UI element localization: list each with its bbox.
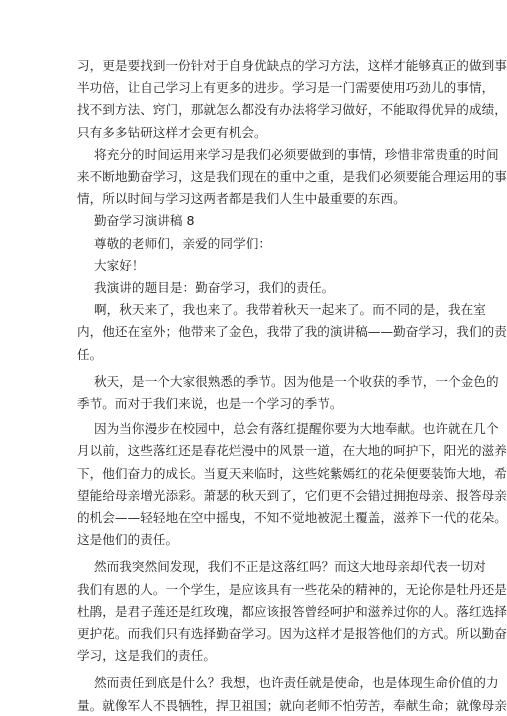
text-line: 的机会——轻轻地在空中摇曳，不知不觉地被泥土覆盖，滋养下一代的花朵。	[77, 510, 507, 525]
salutation: 尊敬的老师们，亲爱的同学们：	[94, 235, 272, 251]
text-line: 我们有恩的人。一个学生，是应该具有一些花朵的精神的，无论你是牡丹还是	[77, 581, 507, 597]
text-line: 找不到方法、窍门，那就怎么都没有办法将学习做好，不能取得优异的成绩，	[77, 102, 507, 118]
text-line: 半功倍，让自己学习上有更多的进步。学习是一门需要使用巧劲儿的事情，	[77, 80, 495, 96]
text-line: 学习，这是我们的责任。	[77, 648, 217, 664]
text-line: 将充分的时间运用来学习是我们必须要做到的事情，珍惜非常贵重的时间	[94, 146, 499, 162]
text-line: 杜鹃，是君子莲还是红玫瑰，都应该报答曾经呵护和滋养过你的人。落红选择	[77, 603, 507, 619]
text-line: 望能给母亲增光添彩。萧瑟的秋天到了，它们更不会错过拥抱母亲、报答母亲	[77, 487, 507, 503]
text-line: 月以前，这些落红还是春花烂漫中的风景一道，在大地的呵护下，阳光的滋养	[77, 443, 507, 459]
text-line: 来不断地勤奋学习，这是我们现在的重中之重，是我们必须要能合理运用的事	[77, 169, 507, 184]
greeting: 大家好！	[94, 257, 145, 273]
text-line: 季节。而对于我们来说，也是一个学习的季节。	[77, 396, 343, 411]
text-line: 这是他们的责任。	[77, 532, 179, 548]
text-line: 更护花。而我们只有选择勤奋学习。因为这样才是报答他们的方式。所以勤奋	[77, 626, 507, 641]
text-line: 下，他们奋力的成长。当夏天来临时，这些姹紫嫣红的花朵便要装饰大地，希	[77, 465, 507, 481]
text-line: 量。就像军人不畏牺牲，捍卫祖国；就向老师不怕劳苦，奉献生命；就像母亲	[77, 697, 507, 713]
document-heading: 勤奋学习演讲稿 8	[94, 213, 195, 229]
text-line: 秋天，是一个大家很熟悉的季节。因为他是一个收获的季节，一个金色的	[94, 373, 499, 389]
text-line: 情，所以时间与学习这两者都是我们人生中最重要的东西。	[77, 191, 406, 207]
text-line: 任。	[77, 346, 103, 362]
text-line: 啊，秋天来了，我也来了。我带着秋天一起来了。而不同的是，我在室	[94, 302, 486, 318]
text-line: 然而责任到底是什么？我想，也许责任就是使命，也是体现生命价值的力	[94, 675, 499, 691]
text-line: 习，更是要找到一份针对于自身优缺点的学习方法，这样才能够真正的做到事	[77, 58, 507, 73]
text-line: 因为当你漫步在校园中，总会有落红提醒你要为大地奉献。也许就在几个	[94, 421, 499, 437]
text-line: 然而我突然间发现，我们不正是这落红吗？而这大地母亲却代表一切对	[94, 559, 486, 575]
text-line: 只有多多钻研这样才会更有机会。	[77, 124, 267, 140]
text-line: 内，他还在室外；他带来了金色，我带了我的演讲稿——勤奋学习，我们的责	[77, 324, 507, 340]
text-line: 我演讲的题目是：勤奋学习，我们的责任。	[94, 280, 335, 295]
